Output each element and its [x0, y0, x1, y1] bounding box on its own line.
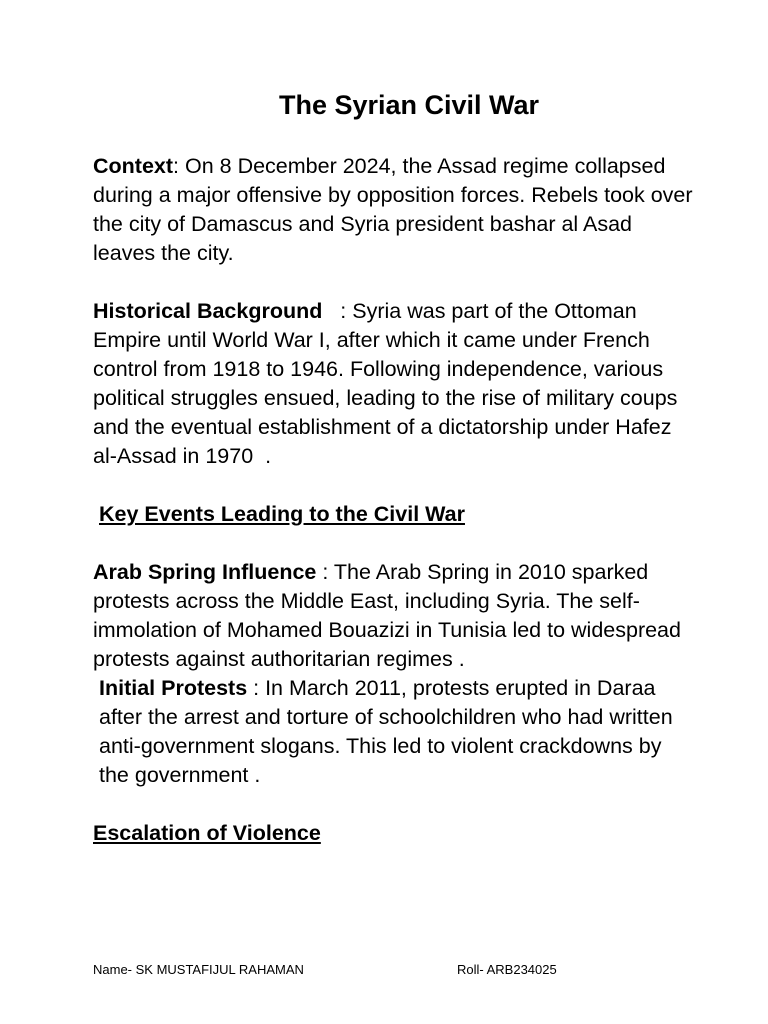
context-text: : On 8 December 2024, the Assad regime collapsed during a major offensive by opposition forces. Rebels took over the city of Damascus and Syria president bashar al Asad leaves the city.	[93, 154, 693, 265]
historical-background-paragraph	[93, 297, 693, 471]
historical-background-label: Historical Background	[93, 299, 323, 323]
context-paragraph	[93, 152, 693, 268]
key-events-heading: Key Events Leading to the Civil War	[99, 502, 465, 526]
arab-spring-label: Arab Spring Influence	[93, 560, 317, 584]
footer-name: Name- SK MUSTAFIJUL RAHAMAN	[93, 962, 304, 977]
escalation-heading: Escalation of Violence	[93, 821, 321, 845]
document-title: The Syrian Civil War	[278, 90, 540, 120]
initial-protests-paragraph	[93, 674, 693, 790]
footer-roll: Roll- ARB234025	[457, 962, 557, 977]
context-label: Context	[93, 154, 174, 178]
historical-background-text: : Syria was part of the Ottoman Empire until World War I, after which it came under French control from 1918 to 1946. Following independence, various political struggles ensued, leading to the rise of military coups and the eventual establishment of a dictatorship under Hafez al-Assad in 1970 .	[93, 299, 684, 468]
arab-spring-text: : The Arab Spring in 2010 sparked protests across the Middle East, including Syria. The self-immolation of Mohamed Bouazizi in Tunisia led to widespread protests against authoritarian regimes .	[93, 560, 681, 671]
initial-protests-text: : In March 2011, protests erupted in Daraa after the arrest and torture of schoolchildren who had written anti-government slogans. This led to violent crackdowns by the government .	[99, 676, 673, 787]
document-body	[93, 152, 693, 848]
arab-spring-paragraph	[93, 558, 693, 674]
initial-protests-label: Initial Protests	[99, 676, 248, 700]
